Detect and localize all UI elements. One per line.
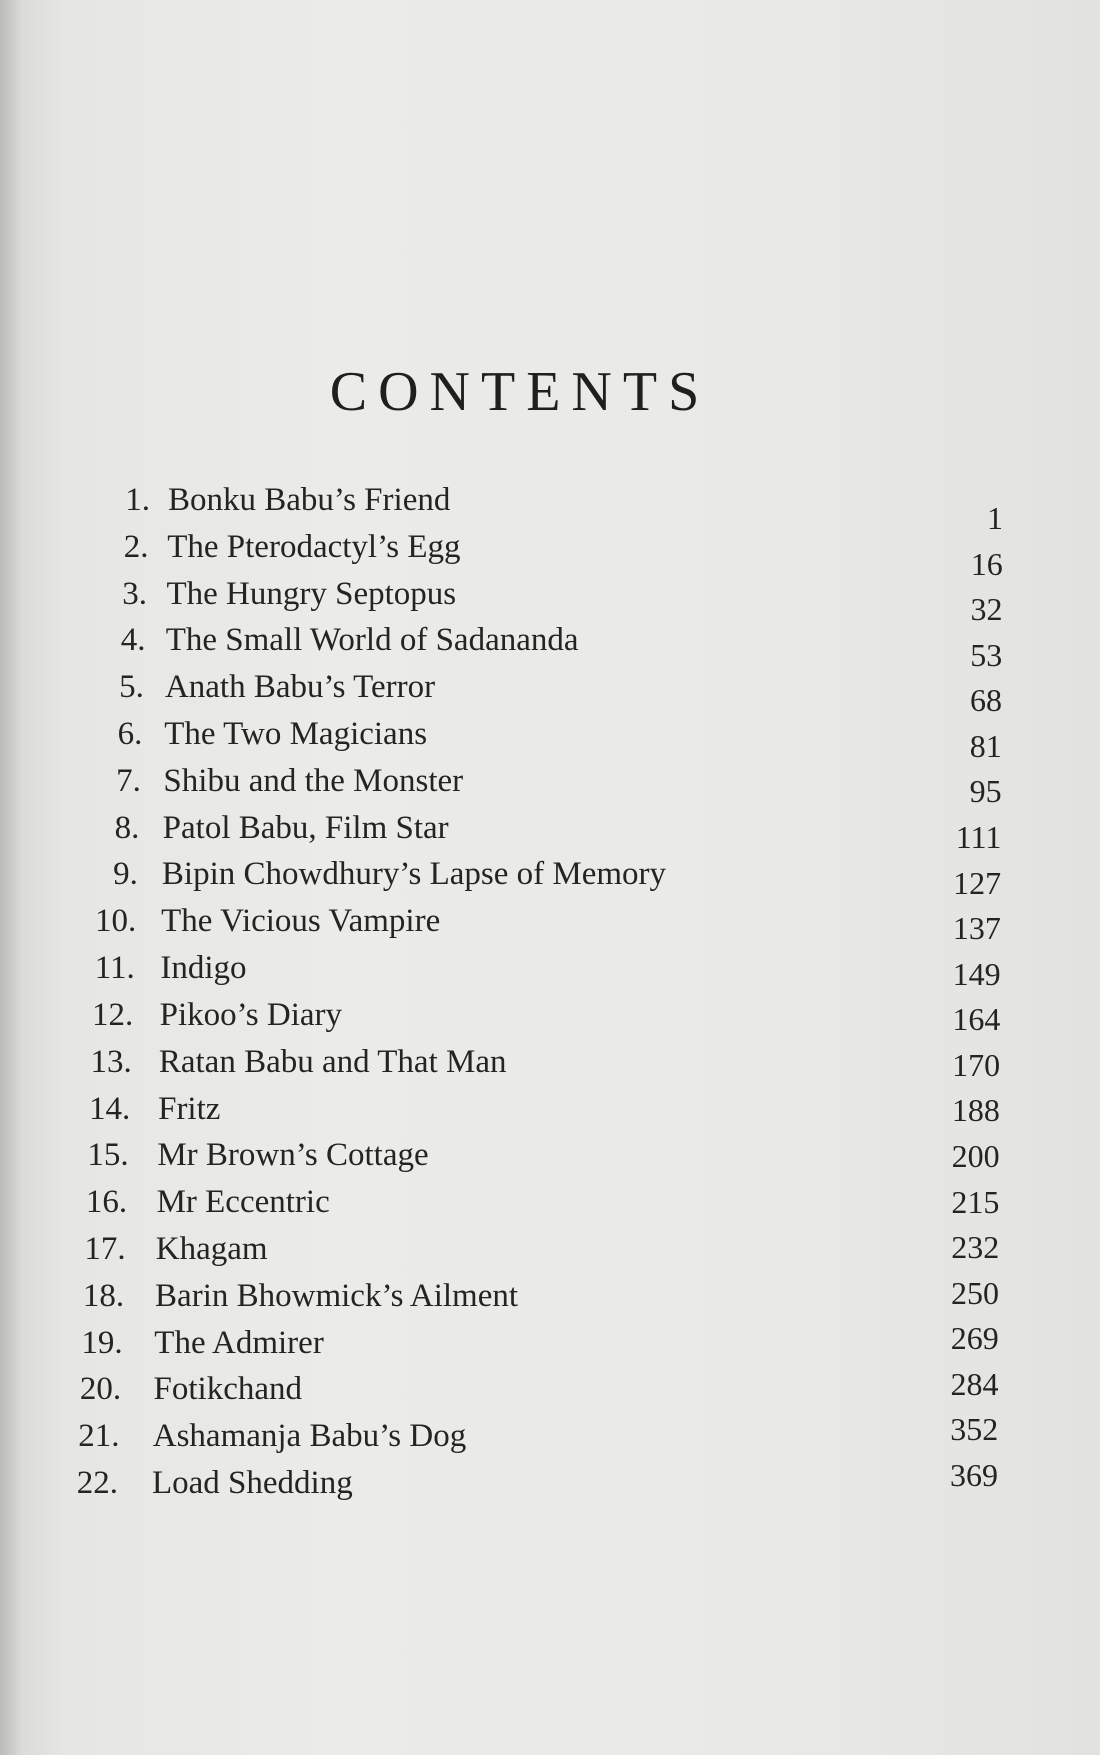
entry-title: Bipin Chowdhury’s Lapse of Memory	[161, 856, 667, 893]
entry-title: Bonku Babu’s Friend	[168, 482, 451, 518]
entry-number: 18.	[82, 1277, 125, 1314]
entry-number: 22.	[76, 1465, 118, 1501]
entry-title: The Admirer	[154, 1324, 324, 1361]
entry-title: The Vicious Vampire	[161, 903, 441, 940]
entry-title: Fotikchand	[153, 1371, 302, 1408]
entry-number: 19.	[81, 1324, 123, 1361]
entry-number: 1.	[125, 482, 150, 518]
entry-title: Ashamanja Babu’s Dog	[152, 1418, 467, 1455]
entry-number: 12.	[92, 996, 134, 1033]
entry-number: 2.	[123, 528, 149, 565]
entry-page-number: 269	[950, 1320, 999, 1357]
entry-title: The Hungry Septopus	[166, 575, 457, 612]
page-title: CONTENTS	[329, 361, 711, 423]
entry-number: 9.	[113, 856, 138, 893]
entry-number: 13.	[90, 1043, 132, 1080]
entry-title: Mr Brown’s Cottage	[157, 1137, 429, 1174]
entry-title: The Small World of Sadananda	[165, 622, 579, 659]
entry-page-number: 232	[951, 1229, 1000, 1266]
entry-title: Load Shedding	[152, 1465, 353, 1501]
entry-title: Indigo	[160, 950, 247, 987]
entry-number: 4.	[120, 622, 146, 659]
entry-number: 3.	[122, 575, 147, 612]
entry-number: 5.	[119, 669, 144, 706]
entry-number: 11.	[94, 950, 135, 987]
entry-number: 8.	[114, 809, 140, 846]
entry-page-number: 127	[953, 864, 1002, 901]
entry-number: 6.	[117, 716, 143, 753]
entry-title: The Two Magicians	[164, 716, 428, 753]
entry-title: Barin Bhowmick’s Ailment	[155, 1277, 519, 1314]
entry-number: 14.	[88, 1090, 131, 1127]
entry-number: 10.	[95, 903, 137, 940]
entry-title: Patol Babu, Film Star	[162, 809, 449, 846]
entry-page-number: 95	[969, 773, 1002, 810]
entry-page-number: 215	[951, 1183, 1000, 1220]
entry-number: 21.	[78, 1418, 120, 1455]
entry-page-number: 137	[952, 910, 1001, 947]
entry-page-number: 200	[951, 1138, 1000, 1174]
entry-title: Ratan Babu and That Man	[158, 1043, 507, 1080]
entry-page-number: 369	[950, 1457, 998, 1493]
entry-page-number: 81	[969, 727, 1002, 764]
entry-number: 15.	[87, 1137, 129, 1174]
entry-title: Fritz	[158, 1090, 221, 1127]
entry-title: Mr Eccentric	[156, 1184, 330, 1221]
entry-page-number: 68	[970, 682, 1003, 719]
entry-title: Anath Babu’s Terror	[164, 669, 436, 706]
entry-title: Khagam	[155, 1230, 268, 1267]
entry-page-number: 53	[970, 636, 1003, 673]
entry-title: Pikoo’s Diary	[159, 996, 343, 1033]
entry-title: Shibu and the Monster	[163, 762, 464, 799]
entry-page-number: 111	[955, 819, 1002, 855]
entry-number: 17.	[84, 1230, 126, 1267]
entry-title: The Pterodactyl’s Egg	[167, 528, 461, 565]
entry-page-number: 32	[970, 591, 1003, 628]
entry-number: 7.	[116, 762, 141, 799]
entry-page-number: 149	[952, 955, 1001, 992]
entry-page-number: 16	[970, 545, 1003, 582]
entry-number: 20.	[79, 1371, 122, 1408]
entry-page-number: 170	[952, 1046, 1001, 1083]
entry-page-number: 188	[951, 1092, 1000, 1129]
entry-number: 16.	[85, 1184, 128, 1221]
entry-page-number: 164	[952, 1001, 1001, 1038]
entry-page-number: 352	[950, 1411, 999, 1448]
entry-page-number: 284	[950, 1365, 999, 1402]
entry-page-number: 1	[987, 500, 1003, 536]
entry-page-number: 250	[950, 1274, 999, 1311]
